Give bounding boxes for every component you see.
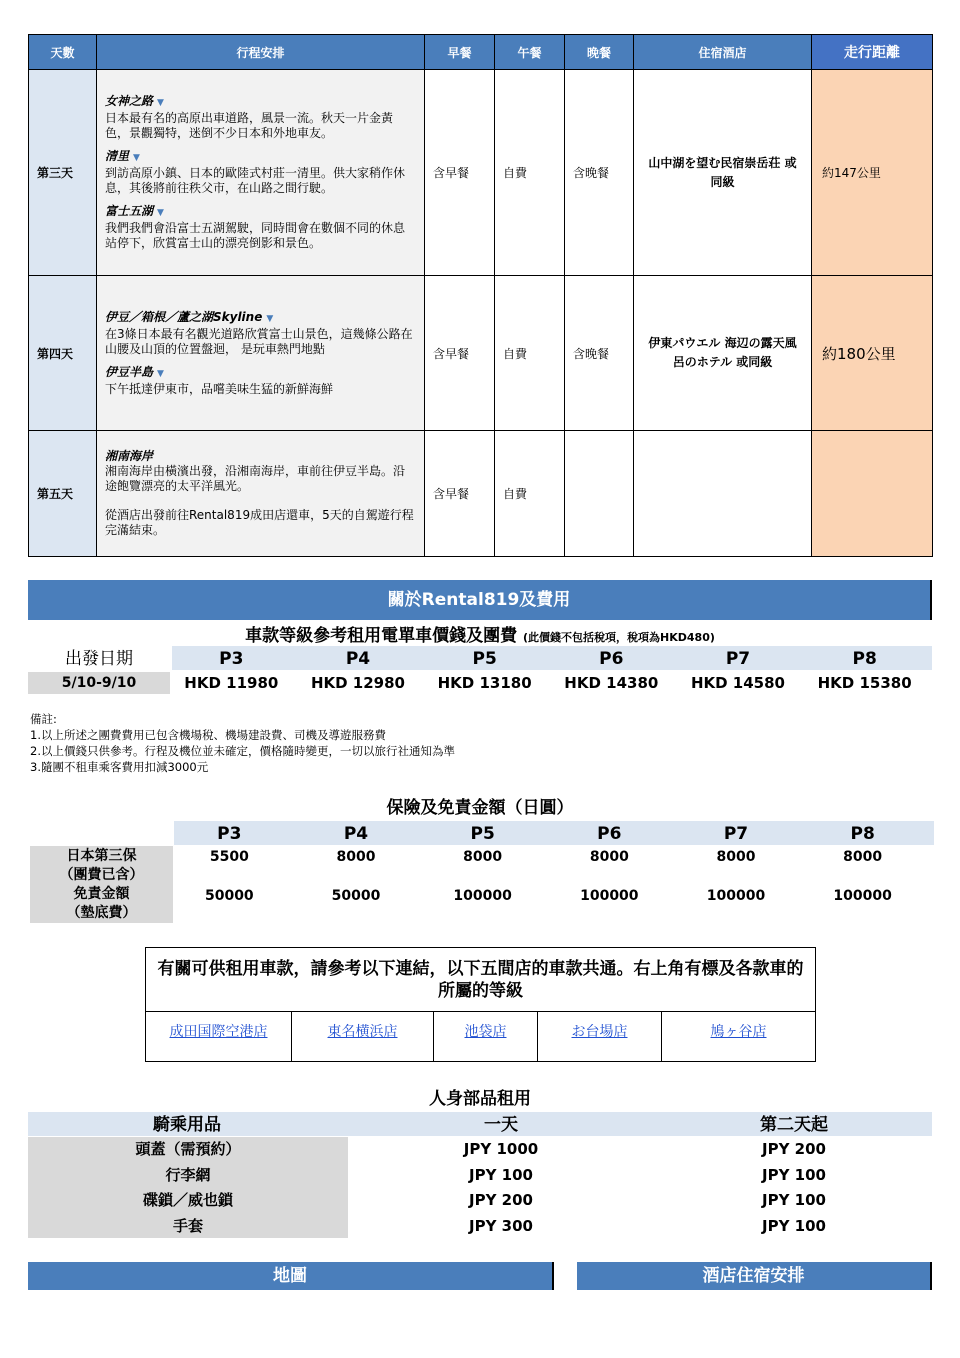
day-program bbox=[97, 70, 425, 276]
gear-after: JPY 100 bbox=[762, 1165, 826, 1184]
insurance-class-label: P4 bbox=[343, 824, 369, 844]
breakfast-cell: 含早餐 bbox=[425, 276, 495, 431]
header-dinner: 晚餐 bbox=[565, 35, 634, 70]
section-text: 我們我們會沿富士五湖駕駛，同時間會在數個不同的休息站停下，欣賞富士山的漂亮倒影和景色。 bbox=[105, 221, 406, 250]
store-link-odaiba[interactable]: お台場店 bbox=[571, 1024, 628, 1040]
gear-after: JPY 200 bbox=[762, 1140, 826, 1158]
gear-title: 人身部品租用 bbox=[429, 1089, 531, 1109]
pricing-title-text: 車款等級參考租用電單車價錢及團費 bbox=[245, 626, 518, 646]
section-title: 女神之路 bbox=[105, 94, 154, 108]
insurance-title: 保險及免責金額（日圓） bbox=[386, 798, 574, 818]
dinner-cell bbox=[565, 431, 634, 557]
section-title: 清里 bbox=[105, 149, 130, 163]
header-lunch: 午餐 bbox=[495, 35, 565, 70]
gear-first-day: JPY 100 bbox=[469, 1165, 533, 1184]
hotel-cell: 山中湖を望む民宿崇岳荘 或同級 bbox=[634, 70, 812, 276]
gear-item: 碟鎖／威也鎖 bbox=[142, 1191, 233, 1209]
insurance-row2-label-a: 免責金額 bbox=[73, 886, 130, 902]
map-bar: 地圖 bbox=[28, 1262, 554, 1290]
insurance-class-label: P3 bbox=[217, 824, 242, 844]
gear-header-after: 第二天起 bbox=[760, 1115, 828, 1135]
store-link-narita[interactable]: 成田国際空港店 bbox=[169, 1024, 268, 1040]
insurance-class-label: P5 bbox=[470, 824, 495, 844]
pricing-class-label: P7 bbox=[725, 649, 751, 669]
insurance-deductible-value: 50000 bbox=[331, 888, 381, 904]
section-text: 到訪高原小鎮、日本的歐陸式村莊一清里。供大家稍作休息，其後將前往秩父市，在山路之間行駛。 bbox=[105, 166, 406, 195]
insurance-third-party-value: 8000 bbox=[843, 849, 883, 865]
store-link-ikebukuro[interactable]: 池袋店 bbox=[464, 1024, 507, 1040]
pricing-columns bbox=[172, 646, 932, 696]
store-links-table bbox=[145, 947, 816, 1062]
insurance-row1-label-a: 日本第三保 bbox=[66, 848, 137, 864]
gear-header-item: 騎乘用品 bbox=[153, 1115, 221, 1135]
pricing-title bbox=[28, 625, 932, 647]
day-program bbox=[97, 276, 425, 431]
pricing-price: HKD 11980 bbox=[184, 674, 279, 692]
gear-after: JPY 100 bbox=[762, 1191, 826, 1209]
hotel-cell bbox=[634, 431, 812, 557]
pricing-class-label: P4 bbox=[345, 649, 371, 669]
dinner-cell: 含晚餐 bbox=[565, 70, 634, 276]
distance-cell: 約180公里 bbox=[812, 276, 933, 431]
pricing-price: HKD 13180 bbox=[437, 674, 532, 692]
insurance-class-label: P8 bbox=[850, 824, 875, 844]
insurance-deductible-value: 100000 bbox=[580, 888, 639, 904]
day-label: 第三天 bbox=[29, 70, 97, 276]
insurance-deductible-value: 100000 bbox=[453, 888, 512, 904]
gear-item: 手套 bbox=[172, 1216, 203, 1235]
pricing-class-label: P8 bbox=[852, 649, 877, 669]
section-text: 在3條日本最有名觀光道路欣賞富士山景色，這幾條公路在山腰及山頂的位置盤迴， 是玩車熱門地點 bbox=[105, 326, 413, 356]
itinerary-row-day3 bbox=[29, 70, 933, 276]
gear-item: 頭蓋（需預約） bbox=[135, 1140, 241, 1158]
gear-rows bbox=[28, 1137, 932, 1238]
gear-first-day: JPY 200 bbox=[469, 1191, 533, 1209]
date-value: 5/10-9/10 bbox=[28, 672, 170, 694]
marker-icon: ▼ bbox=[266, 313, 274, 324]
insurance-labels bbox=[30, 847, 173, 923]
breakfast-cell: 含早餐 bbox=[425, 70, 495, 276]
insurance-deductible-value: 100000 bbox=[706, 888, 766, 904]
insurance-class-label: P7 bbox=[723, 824, 749, 844]
day-program bbox=[97, 431, 425, 557]
pricing-price: HKD 12980 bbox=[310, 674, 405, 692]
header-hotel: 住宿酒店 bbox=[634, 35, 812, 70]
store-link-hatogaya[interactable]: 鳩ヶ谷店 bbox=[710, 1024, 767, 1040]
insurance-deductible-value: 50000 bbox=[204, 888, 254, 904]
insurance-row2-label-b: （墊底費） bbox=[66, 905, 137, 921]
header-distance: 走行距離 bbox=[812, 35, 933, 70]
insurance-third-party-value: 5500 bbox=[209, 849, 249, 865]
gear-header-first-day: 一天 bbox=[484, 1115, 518, 1135]
pricing-class-label: P6 bbox=[599, 649, 624, 669]
lunch-cell: 自費 bbox=[495, 70, 565, 276]
header-program: 行程安排 bbox=[97, 35, 425, 70]
store-links-heading: 有關可供租用車款，請參考以下連結，以下五間店的車款共通。右上角有標及各款車的所屬的等級 bbox=[146, 948, 816, 1012]
header-day: 天數 bbox=[29, 35, 97, 70]
store-link-tomei-yokohama[interactable]: 東名横浜店 bbox=[327, 1024, 398, 1040]
section-title: 伊豆／箱根／蘆之湖Skyline bbox=[105, 309, 263, 324]
section-title: 伊豆半島 bbox=[105, 364, 154, 379]
dinner-cell: 含晚餐 bbox=[565, 276, 634, 431]
pricing-title-note: (此價錢不包括稅項，稅項為HKD480) bbox=[523, 631, 715, 644]
insurance-columns bbox=[174, 821, 934, 911]
breakfast-cell: 含早餐 bbox=[425, 431, 495, 557]
note-line: 1.以上所述之團費費用已包含機場稅、機場建設費、司機及導遊服務費 bbox=[30, 728, 386, 742]
note-line: 2.以上價錢只供參考。行程及機位並未確定，價格隨時變更，一切以旅行社通知為準 bbox=[30, 744, 455, 758]
day-label: 第四天 bbox=[29, 276, 97, 431]
itinerary-row-day5 bbox=[29, 431, 933, 557]
itinerary-header-row bbox=[29, 35, 933, 70]
insurance-third-party-value: 8000 bbox=[589, 849, 629, 865]
gear-first-day: JPY 1000 bbox=[463, 1140, 539, 1158]
gear-first-day: JPY 300 bbox=[469, 1216, 533, 1235]
pricing-price: HKD 14580 bbox=[690, 674, 785, 692]
header-breakfast: 早餐 bbox=[425, 35, 495, 70]
insurance-row1-label-b: （團費已含） bbox=[59, 867, 144, 883]
insurance-class-label: P6 bbox=[597, 824, 622, 844]
day-label: 第五天 bbox=[29, 431, 97, 557]
insurance-third-party-value: 8000 bbox=[716, 849, 756, 865]
gear-after: JPY 100 bbox=[762, 1216, 826, 1235]
gear-item: 行李網 bbox=[165, 1165, 211, 1184]
pricing-price: HKD 15380 bbox=[817, 674, 912, 692]
section-text: 從酒店出發前往Rental819成田店還車，5天的自駕遊行程完滿結束。 bbox=[105, 508, 414, 537]
note-line: 3.隨團不租車乘客費用扣減3000元 bbox=[30, 760, 209, 774]
pricing-class-label: P3 bbox=[219, 649, 244, 669]
section-text: 湘南海岸由橫濱出發，沿湘南海岸，車前往伊豆半島。沿途飽覽漂亮的太平洋風光。 bbox=[105, 464, 406, 493]
section-title: 湘南海岸 bbox=[105, 449, 154, 463]
marker-icon: ▼ bbox=[157, 368, 164, 379]
about-bar: 關於Rental819及費用 bbox=[28, 580, 932, 620]
date-label: 出發日期 bbox=[65, 649, 133, 669]
notes bbox=[30, 711, 455, 775]
section-text: 日本最有名的高原出車道路，風景一流。秋天一片金黃色，景觀獨特，迷倒不少日本和外地車友。 bbox=[105, 111, 394, 140]
itinerary-table bbox=[28, 34, 933, 557]
lunch-cell: 自費 bbox=[495, 276, 565, 431]
insurance-third-party-value: 8000 bbox=[463, 849, 503, 865]
pricing-price: HKD 14380 bbox=[564, 674, 659, 692]
insurance-deductible-value: 100000 bbox=[833, 888, 892, 904]
insurance-third-party-value: 8000 bbox=[336, 849, 376, 865]
marker-icon: ▼ bbox=[133, 153, 140, 163]
distance-cell: 約147公里 bbox=[812, 70, 933, 276]
distance-cell bbox=[812, 431, 933, 557]
hotel-bar: 酒店住宿安排 bbox=[577, 1262, 932, 1290]
hotel-cell: 伊東パウエル 海辺の露天風呂のホテル 或同級 bbox=[634, 276, 812, 431]
itinerary-row-day4 bbox=[29, 276, 933, 431]
marker-icon: ▼ bbox=[157, 98, 164, 108]
section-title: 富士五湖 bbox=[105, 204, 154, 218]
lunch-cell: 自費 bbox=[495, 431, 565, 557]
marker-icon: ▼ bbox=[157, 208, 164, 218]
notes-title: 備註: bbox=[30, 712, 57, 726]
section-text: 下午抵達伊東市，品嚐美味生猛的新鮮海鮮 bbox=[105, 381, 334, 396]
pricing-class-label: P5 bbox=[472, 649, 497, 669]
